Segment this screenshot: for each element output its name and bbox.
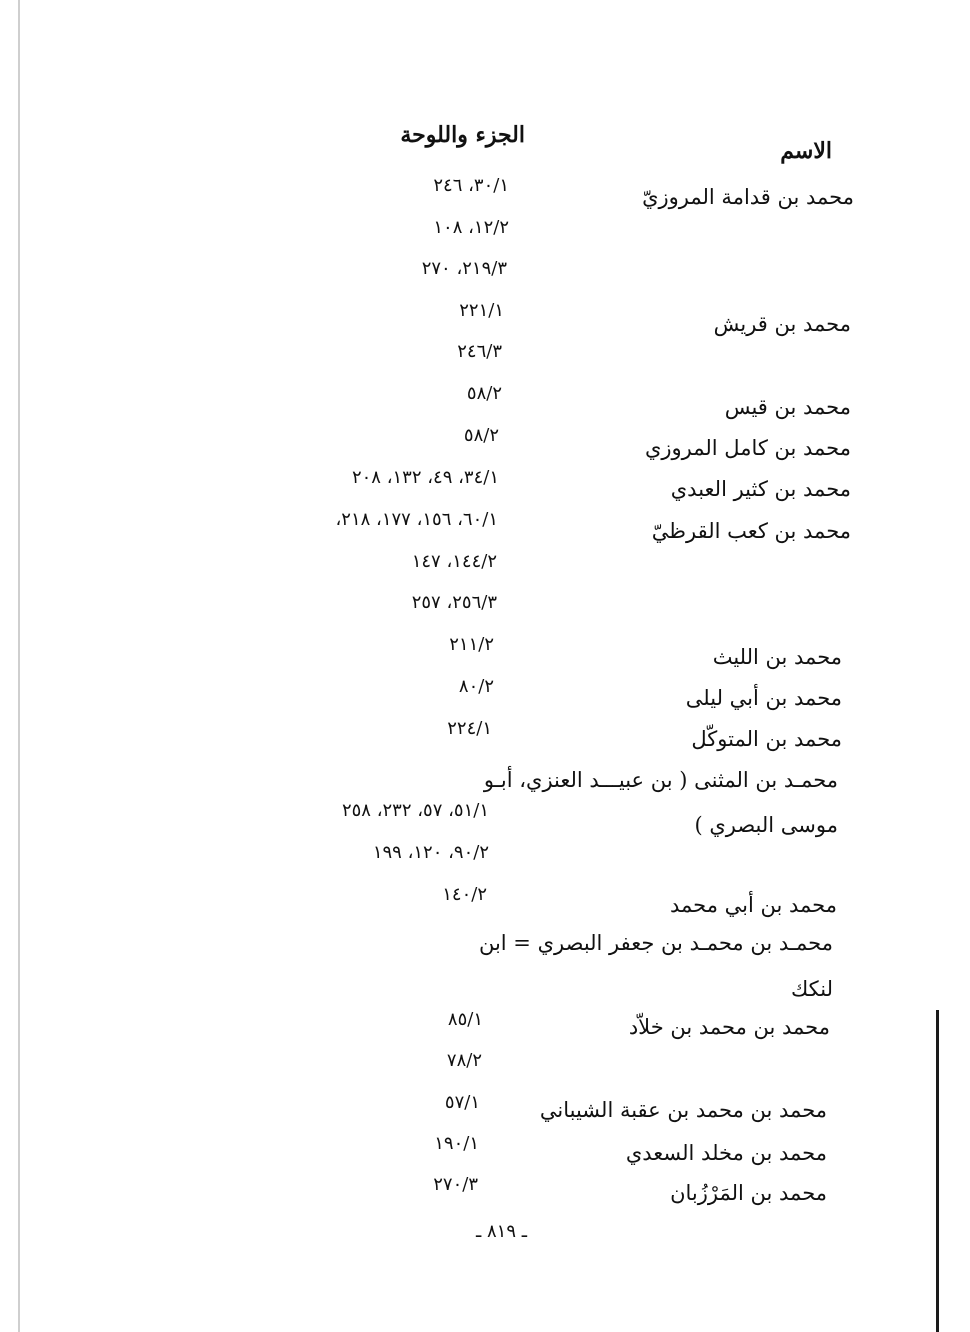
- name-entry: محمد بن أبي ليلى: [685, 686, 842, 710]
- name-entry: محمد بن قريش: [713, 312, 851, 336]
- page-number: ـ ٨١٩ ـ: [475, 1221, 527, 1242]
- name-entry: محمد بن المتوكّل: [691, 727, 842, 751]
- name-entry: محمد بن كثير العبدي: [670, 477, 851, 501]
- volume-plate-ref: ٥٨/٢: [466, 383, 502, 404]
- scan-edge-right: [936, 1010, 939, 1332]
- name-entry: محمد بن قيس: [724, 395, 851, 419]
- volume-plate-ref: ١٢/٢، ١٠٨: [433, 217, 509, 238]
- volume-plate-ref: ٢١١/٢: [449, 634, 494, 655]
- volume-plate-ref: ١٤٤/٢، ١٤٧: [411, 551, 497, 572]
- volume-plate-ref: ٨٠/٢: [458, 676, 494, 697]
- volume-plate-ref: ٥٧/١: [444, 1092, 480, 1113]
- name-entry: لنكك: [790, 977, 833, 1001]
- volume-plate-ref: ٧٨/٢: [446, 1050, 482, 1071]
- volume-plate-ref: ٥٨/٢: [463, 425, 499, 446]
- volume-plate-ref: ٥١/١، ٥٧، ٢٣٢، ٢٥٨: [341, 800, 489, 821]
- name-entry: محمـد بن المثنى ( بن عبيـــد العنزي، أبـو: [483, 768, 838, 792]
- name-entry: محمد بن قدامة المروزيّ: [642, 185, 854, 209]
- name-entry: محمد بن مخلد السعدي: [625, 1141, 827, 1165]
- volume-plate-ref: ٢٢١/١: [459, 300, 504, 321]
- ref-column-header: الجزء واللوحة: [400, 122, 525, 148]
- volume-plate-ref: ٨٥/١: [447, 1009, 483, 1030]
- volume-plate-ref: ٦٠/١، ١٥٦، ١٧٧، ٢١٨،: [335, 509, 498, 530]
- volume-plate-ref: ١٤٠/٢: [442, 884, 487, 905]
- scan-edge-left: [18, 0, 20, 1332]
- name-entry: محمد بن محمد بن عقبة الشيباني: [539, 1098, 827, 1122]
- name-entry: محمد بن المَرْزُبان: [670, 1181, 827, 1205]
- name-entry: محمد بن الليث: [712, 645, 842, 669]
- volume-plate-ref: ٩٠/٢، ١٢٠، ١٩٩: [372, 842, 489, 863]
- volume-plate-ref: ٣٤/١، ٤٩، ١٣٢، ٢٠٨: [351, 467, 499, 488]
- volume-plate-ref: ٢٥٦/٣، ٢٥٧: [411, 592, 497, 613]
- name-entry: موسى البصري ): [694, 813, 838, 837]
- name-entry: محمد بن محمد بن خلاّد: [628, 1015, 830, 1039]
- name-entry: محمد بن أبي محمد: [670, 893, 837, 917]
- volume-plate-ref: ٢٧٠/٣: [433, 1174, 478, 1195]
- volume-plate-ref: ٢٢٤/١: [447, 718, 492, 739]
- name-entry: محمـد بن محمـد بن جعفر البصري = ابن: [478, 931, 833, 955]
- name-entry: محمد بن كامل المروزي: [644, 436, 851, 460]
- volume-plate-ref: ٣٠/١، ٢٤٦: [433, 175, 509, 196]
- volume-plate-ref: ٢٤٦/٣: [457, 341, 502, 362]
- name-entry: محمد بن كعب القرظيّ: [651, 519, 851, 543]
- volume-plate-ref: ٢١٩/٣، ٢٧٠: [421, 258, 507, 279]
- volume-plate-ref: ١٩٠/١: [434, 1133, 479, 1154]
- name-column-header: الاسم: [780, 138, 832, 164]
